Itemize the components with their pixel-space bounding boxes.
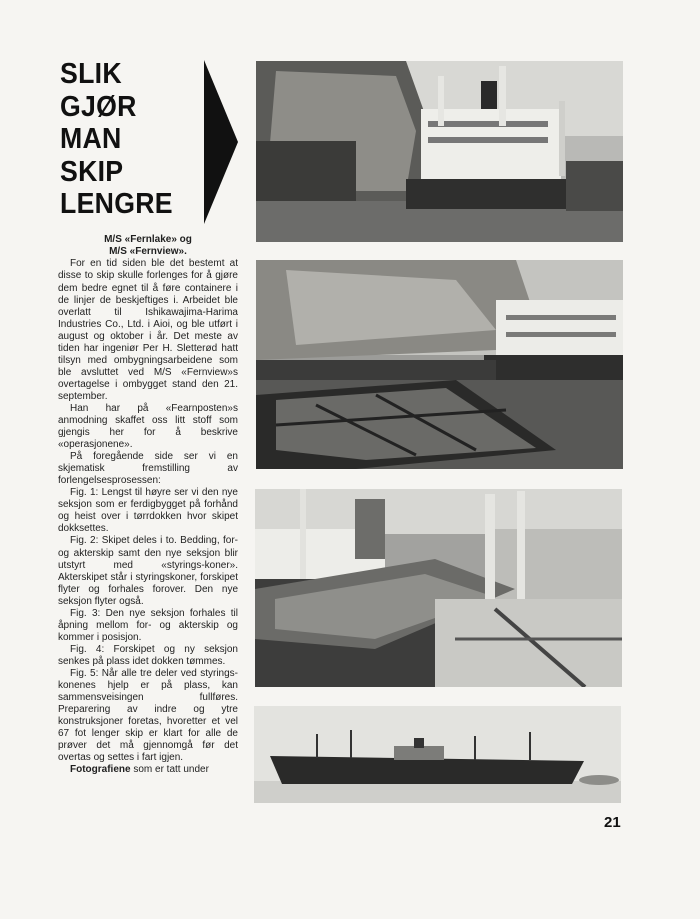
article-subtitle: M/S «Fernview». (109, 246, 187, 258)
closing-rest: som er tatt under (130, 764, 209, 776)
title-line: MAN (60, 123, 122, 155)
page-number: 21 (604, 814, 621, 831)
article-body (58, 234, 238, 776)
photo-drydock-ship (256, 61, 623, 242)
article-subtitle: M/S «Fernlake» og (104, 234, 192, 245)
closing-paragraph (58, 764, 238, 776)
closing-lead: Fotografiene (70, 764, 131, 776)
title-line: LENGRE (60, 188, 173, 220)
body-paragraph: Fig. 1: Lengst til høyre ser vi den nye seksjon som er ferdigbygget på forhånd og heist over i tørrdokken hvor skipet dokksettes. (58, 487, 238, 535)
photo-ship-assembly (255, 489, 622, 687)
body-paragraph: Han har på «Fearnposten»s anmodning skaffet oss litt stoff som gjengis her for å beskrive «operasjonene». (58, 402, 238, 451)
article-title (60, 58, 189, 221)
body-paragraph: På foregående side ser vi en skjematisk fremstilling av forlengelsesprosessen: (58, 451, 238, 487)
arrow-right-icon (204, 60, 238, 224)
body-paragraph: Fig. 2: Skipet deles i to. Bedding, for- og akterskip samt den nye seksjon blir utstyrt med «styrings-koner». Akterskipet står i styringskoner, forskipet flyter og forhales forover. Den nye seksjon flyter også. (58, 535, 238, 607)
title-line: GJØR (60, 90, 137, 123)
photo-ship-at-sea (254, 706, 621, 803)
title-line: SKIP (60, 155, 124, 188)
body-paragraph: For en tid siden ble det bestemt at disse to skip skulle forlenges for å gjøre dem bedre egnet til å føre containere i de linjer de beskjeftiges i. Arbeidet ble overlatt til Ishikawajima-Harima Industries Co., Ltd. i Aioi, og ble utført i august og oktober i år. Det meste av tiden har ingeniør Per H. Sletterød hatt tilsyn med ombygningsarbeidene som ble avsluttet ved M/S «Fernview»s overtagelse i ombygget stand den 21. september. (58, 258, 238, 402)
body-paragraph: Fig. 5: Når alle tre deler ved styrings-konenes hjelp er på plass, kan sammensveisingen fullføres. Preparering av indre og ytre konstruksjoner foretas, hvoretter et vel 67 fot lenger skip er klart for alle de prøver det må gjennomgå før det overtas og settes i fart igjen. (58, 668, 238, 764)
photo-new-section (256, 260, 623, 469)
body-paragraph: Fig. 4: Forskipet og ny seksjon senkes på plass idet dokken tømmes. (58, 643, 238, 667)
body-paragraph: Fig. 3: Den nye seksjon forhales til åpning mellom for- og akterskip og kommer i posisjon. (58, 607, 238, 643)
title-line: SLIK (60, 58, 122, 90)
